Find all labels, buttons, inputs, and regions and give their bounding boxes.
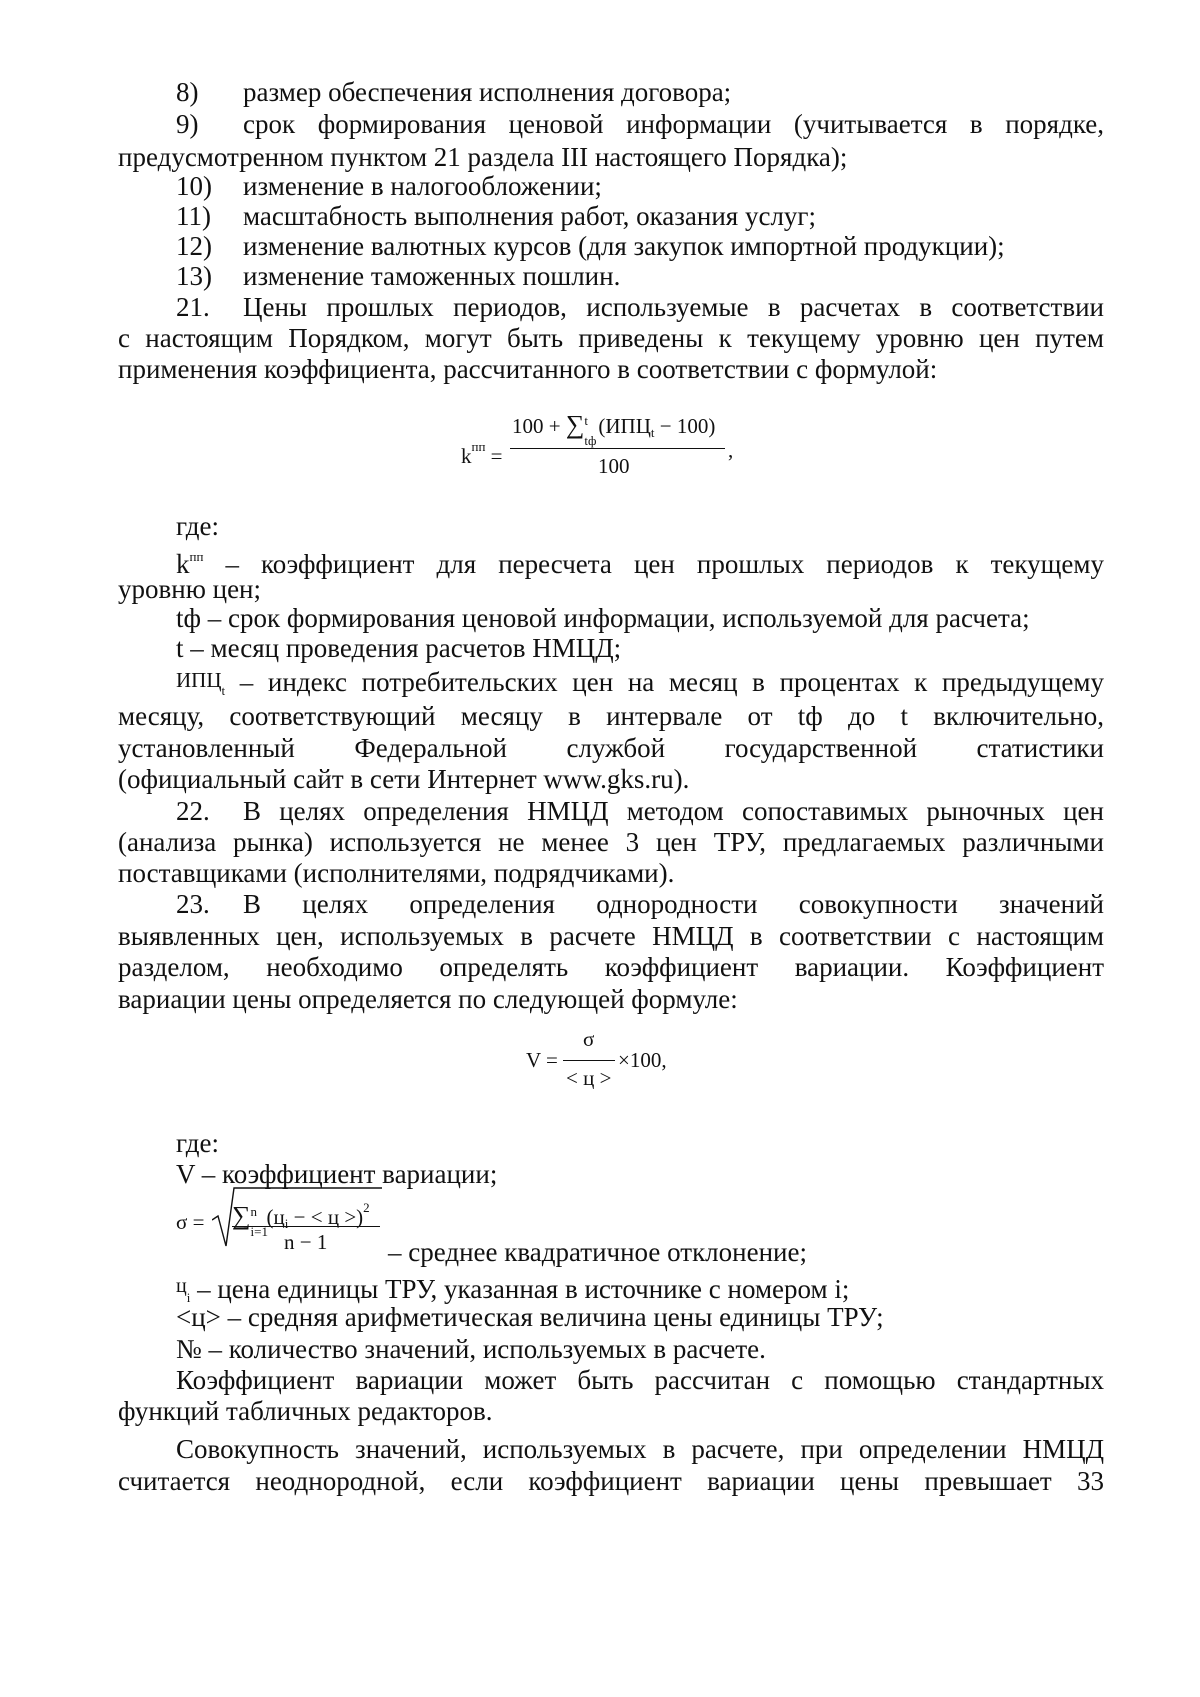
fraction-bar	[510, 448, 725, 449]
definition-line: уровню цен;	[118, 574, 262, 604]
where-label: где:	[176, 511, 219, 541]
fraction-bar	[232, 1226, 380, 1227]
item-text: масштабность выполнения работ, оказания услуг;	[243, 201, 817, 231]
formula-lhs: V =	[526, 1048, 558, 1072]
item-text: изменение таможенных пошлин.	[243, 261, 621, 291]
formula-denominator: n − 1	[284, 1230, 328, 1254]
item-number: 12)	[176, 231, 212, 261]
item-number: 11)	[176, 201, 211, 231]
document-page: 8) размер обеспечения исполнения договора; 9) срок формирования ценовой информации (учитывается в порядке, предусмотренном пунктом 21 раздела III настоящего Порядка); 10) изменение в налогообложении; 11) масштабность выполнения работ, оказания услуг; 12) изменение валютных курсов (для закупок импортной продукции); 13) изменение таможенных пошлин. 21. Цены прошлых периодов, используемые в расчетах в соответствии с настоящим Порядком, могут быть приведены к текущему уровню цен путем применения коэффициента, рассчитанного в соответствии с формулой: $k^{пп}$ = 100 + ∑ t tф $(ИПЦ_t - 100)$ 100 , где: $k^{пп}$ – коэффициент для пересчета цен прошлых периодов к текущему уровню цен; tф – срок формирования ценовой информации, используемой для расчета; t – месяц проведения расчетов НМЦД; $ИПЦ_t$ – индекс потребительских цен на месяц в процентах к предыдущему месяцу, соответствующий месяцу в интервале от tф до t включительно, установленный Федеральной службой государственной статистики (официальный сайт в сети Интернет www.gks.ru). 22. В целях определения НМЦД методом сопоставимых рыночных цен (анализа рынка) используется не менее 3 цен ТРУ, предлагаемых различными поставщиками (исполнителями, подрядчиками). 23. В целях определения однородности совокупности значений выявленных цен, используемых в расчете НМЦД в соответствии с настоящим разделом, необходимо определять коэффициент вариации. Коэффициент вариации цены определяется по следующей формуле: V = σ < ц > ×100, где: V – коэффициент вариации; σ = ∑ n i=1 ($ц_i$ − < ц >)$^2$ n − 1 – среднее квадратичное отклонение; $^ц_i$ – цена единицы ТРУ, указанная в источнике с номером i; <ц> – средняя арифметическая величина цены единицы ТРУ; № – количество значений, используемых в расчете. Коэффициент вариации может быть рассчитан с помощью стандартных функций табличных редакторов. Совокупность значений, используемых в расчете, при определении НМЦД считается неоднородной, если коэффициент вариации цены превышает 33	[118, 77, 1104, 1496]
definition-line: $^ц_i$ – цена единицы ТРУ, указанная в источнике с номером i;	[176, 1274, 850, 1305]
definition-line: <ц> – средняя арифметическая величина цены единицы ТРУ;	[176, 1302, 884, 1332]
formula-numerator: σ	[583, 1027, 595, 1051]
definition-line: $k^{пп}$ – коэффициент для пересчета цен прошлых периодов к текущему	[176, 549, 1104, 579]
formula-comma: ,	[728, 438, 734, 462]
item-text-cont: предусмотренном пунктом 21 раздела III настоящего Порядка);	[118, 142, 848, 172]
definition-line: V – коэффициент вариации;	[176, 1159, 498, 1189]
paragraph-line: поставщиками (исполнителями, подрядчиками).	[118, 858, 675, 888]
paragraph-line: (анализа рынка) используется не менее 3 цен ТРУ, предлагаемых различными	[118, 827, 1104, 857]
paragraph-line: Коэффициент вариации может быть рассчитан с помощью стандартных	[176, 1365, 1104, 1395]
paragraph-number: 22.	[176, 796, 210, 826]
formula-numerator: ∑ n i=1 ($ц_i$ − < ц >)$^2$	[232, 1200, 370, 1239]
definition-line: t – месяц проведения расчетов НМЦД;	[176, 633, 622, 663]
formula-denominator: 100	[598, 454, 630, 478]
paragraph-line: Совокупность значений, используемых в расчете, при определении НМЦД	[176, 1434, 1104, 1464]
formula-equals: =	[490, 444, 503, 468]
fraction-bar	[563, 1060, 615, 1061]
formula-numerator: 100 + ∑ t tф $(ИПЦ_t - 100)$	[512, 410, 716, 448]
paragraph-line: Цены прошлых периодов, используемые в расчетах в соответствии	[243, 292, 1104, 322]
definition-line: tф – срок формирования ценовой информации, используемой для расчета;	[176, 603, 1030, 633]
paragraph-line: с настоящим Порядком, могут быть приведены к текущему уровню цен путем	[118, 323, 1104, 353]
paragraph-line: вариации цены определяется по следующей формуле:	[118, 984, 738, 1014]
formula-lhs: k	[461, 444, 472, 468]
paragraph-line: применения коэффициента, рассчитанного в соответствии с формулой:	[118, 354, 938, 384]
formula-tail: ×100,	[618, 1048, 667, 1072]
item-number: 8)	[176, 77, 199, 107]
definition-line: – среднее квадратичное отклонение;	[388, 1237, 807, 1267]
item-number: 10)	[176, 171, 212, 201]
paragraph-line: В целях определения однородности совокупности значений	[243, 889, 1104, 919]
definition-line: $ИПЦ_t$ – индекс потребительских цен на месяц в процентах к предыдущему	[176, 667, 1104, 698]
definition-line: установленный Федеральной службой государственной статистики	[118, 733, 1104, 763]
paragraph-number: 23.	[176, 889, 210, 919]
paragraph-line: разделом, необходимо определять коэффициент вариации. Коэффициент	[118, 952, 1104, 982]
item-number: 13)	[176, 261, 212, 291]
paragraph-line: выявленных цен, используемых в расчете НМЦД в соответствии с настоящим	[118, 921, 1104, 951]
paragraph-number: 21.	[176, 292, 210, 322]
definition-line: месяцу, соответствующий месяцу в интервале от tф до t включительно,	[118, 701, 1104, 731]
paragraph-line: функций табличных редакторов.	[118, 1396, 493, 1426]
item-text: изменение валютных курсов (для закупок импортной продукции);	[243, 231, 1005, 261]
definition-line: № – количество значений, используемых в расчете.	[176, 1334, 766, 1364]
formula-lhs: σ =	[176, 1210, 205, 1234]
item-text: изменение в налогообложении;	[243, 171, 602, 201]
paragraph-line: В целях определения НМЦД методом сопоставимых рыночных цен	[243, 796, 1104, 826]
item-number: 9)	[176, 109, 199, 139]
formula-denominator: < ц >	[566, 1066, 612, 1090]
definition-line: (официальный сайт в сети Интернет www.gks.ru).	[118, 764, 690, 794]
item-text: срок формирования ценовой информации (учитывается в порядке,	[243, 109, 1104, 139]
item-text: размер обеспечения исполнения договора;	[243, 77, 732, 107]
where-label: где:	[176, 1128, 219, 1158]
paragraph-line: считается неоднородной, если коэффициент вариации цены превышает 33	[118, 1466, 1104, 1496]
